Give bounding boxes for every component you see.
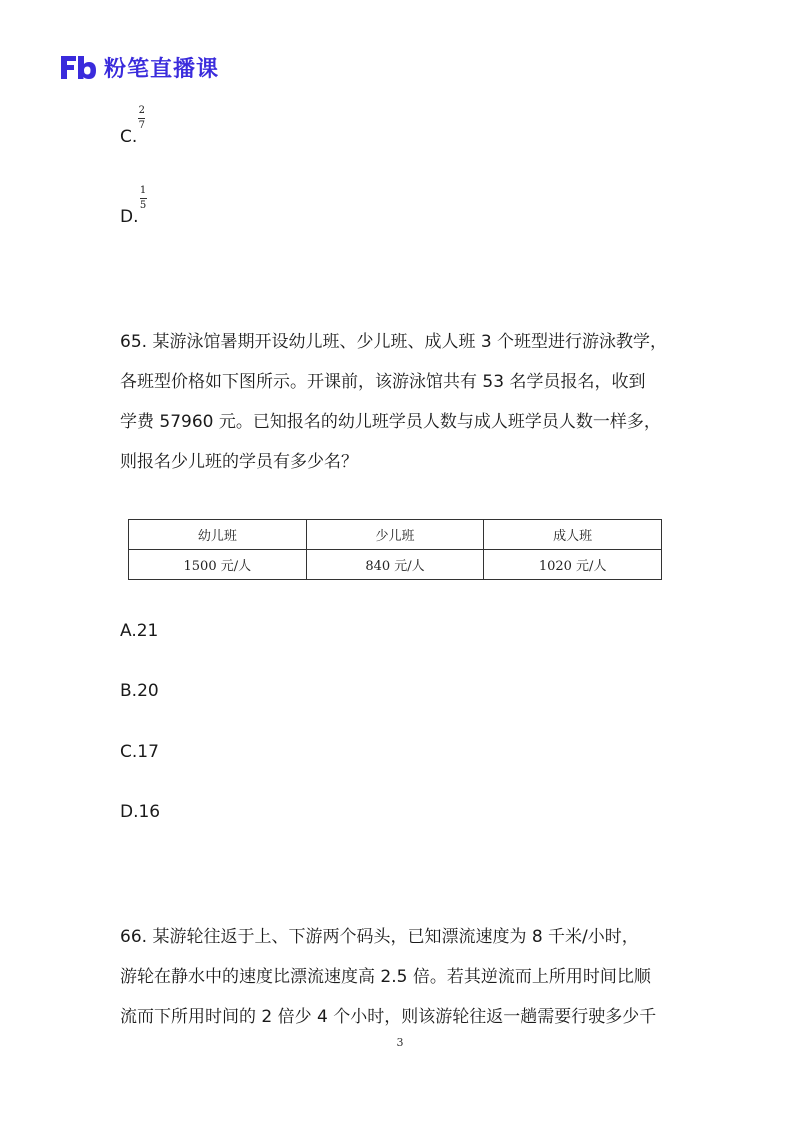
- fraction: [138, 105, 145, 132]
- question-line: 66. 某游轮往返于上、下游两个码头，已知漂流速度为 8 千米/小时，: [120, 927, 639, 947]
- table-cell: 1500 元/人: [129, 550, 307, 580]
- question-line: 65. 某游泳馆暑期开设幼儿班、少儿班、成人班 3 个班型进行游泳教学，: [120, 332, 668, 352]
- question-65: [120, 322, 680, 482]
- question-line: 游轮在静水中的速度比漂流速度高 2.5 倍。若其逆流而上所用时间比顺: [120, 967, 651, 987]
- question-line: 流而下所用时间的 2 倍少 4 个小时，则该游轮往返一趟需要行驶多少千: [120, 1007, 657, 1027]
- table-header-cell: 少儿班: [306, 520, 484, 550]
- brand-name: 粉笔直播课: [104, 56, 220, 82]
- numerator: 2: [138, 105, 145, 116]
- option-label: C.: [120, 127, 138, 147]
- numerator: 1: [139, 185, 147, 196]
- option-a: A.21: [120, 621, 159, 641]
- fraction: [140, 185, 147, 212]
- table-cell: 840 元/人: [306, 550, 484, 580]
- option-d-prev: [120, 185, 147, 234]
- table-header-cell: 成人班: [484, 520, 662, 550]
- table-header-row: [129, 520, 662, 550]
- question-line: 各班型价格如下图所示。开课前，该游泳馆共有 53 名学员报名，收到: [120, 372, 646, 392]
- option-b: B.20: [120, 681, 159, 701]
- option-c-prev: [120, 105, 145, 154]
- option-d: D.16: [120, 802, 161, 822]
- table-header-cell: 幼儿班: [129, 520, 307, 550]
- denominator: 7: [138, 120, 145, 131]
- table-row: [129, 550, 662, 580]
- option-c: C.17: [120, 742, 159, 762]
- price-table: [128, 519, 662, 580]
- question-line: 学费 57960 元。已知报名的幼儿班学员人数与成人班学员人数一样多，: [120, 412, 661, 432]
- brand-logo: [58, 52, 219, 82]
- page-number: 3: [396, 1036, 404, 1049]
- denominator: 5: [139, 200, 147, 211]
- question-line: 则报名少儿班的学员有多少名？: [120, 452, 358, 472]
- fb-logo-icon: [58, 52, 98, 82]
- table-cell: 1020 元/人: [484, 550, 662, 580]
- question-66: [120, 917, 680, 1037]
- option-label: D.: [120, 207, 139, 227]
